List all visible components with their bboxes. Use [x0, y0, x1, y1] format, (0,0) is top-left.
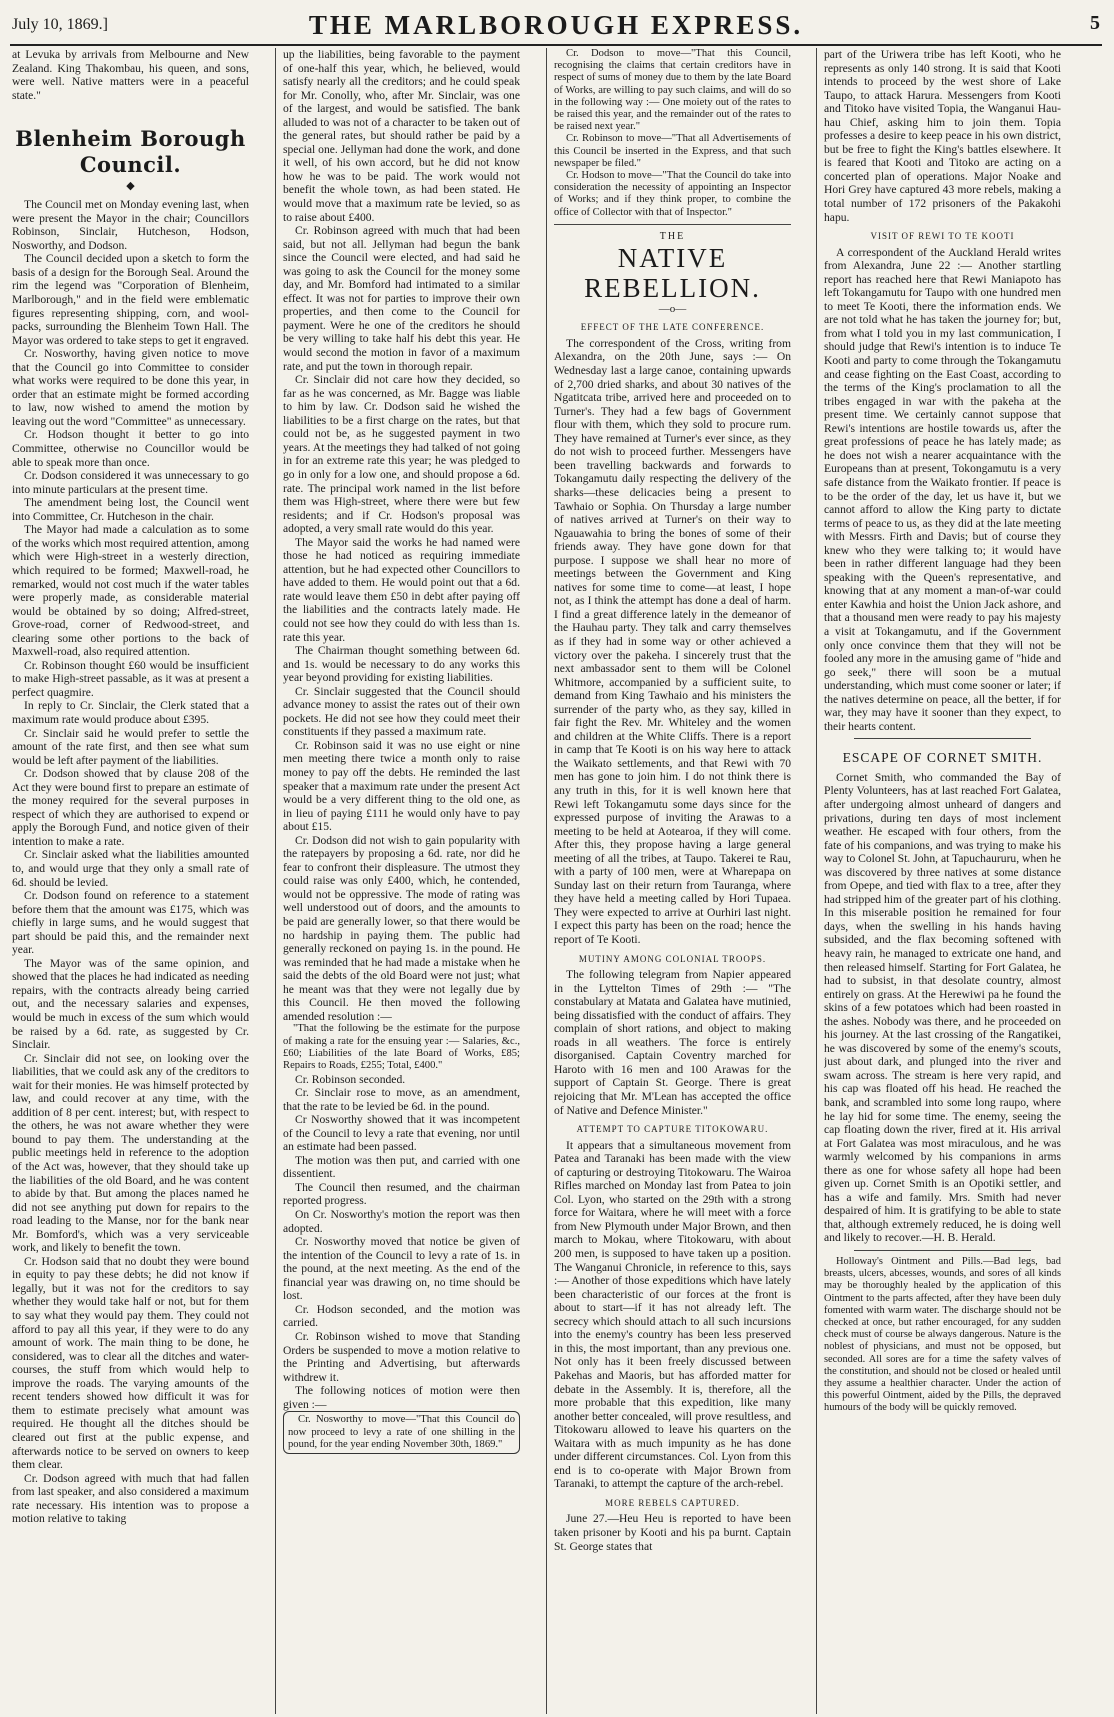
paragraph: part of the Uriwera tribe has left Kooti, who he represents as only 140 strong. It is said that Kooti intends to proceed by the west shore of Lake Taupo, to attack Harura. Messengers from Kooti and Titoko have visited Topia, the Wanganui Hau-hau Chief, asking him to join them. Topia professes a desire to keep peace in his own district, but be free to fight the King's battles elsewhere. It is feared that Kooti and Titoko are acting on a concerted plan of operations. Major Noake and Hori Grey have captured 43 more rebels, making a total number of 172 prisoners of the Pakakohi hapu.	[824, 48, 1061, 224]
paragraph: Cr. Sinclair suggested that the Council should advance money to assist the rates out of their own pockets. He did not see how they could meet their constituents if they passed a maximum rate.	[283, 684, 520, 739]
notice-of-motion: Cr. Robinson to move—"That all Advertisements of this Council be inserted in the Express, and that such newspaper be filed."	[554, 133, 791, 169]
paragraph: Cr. Robinson agreed with much that had been said, but not all. Jellyman had begun the bank since the Council were elected, and had said he was going to ask the Council for the money some day, and Mr. Bomford had intimated to a similar effect. It was not for parties to improve their own properties, and then come to the Council for payment. Were he one of the creditors he should be very willing to take half his debt this year. He would second the motion in favor of a maximum rate, and put the town in thorough repair.	[283, 224, 520, 373]
paragraph: Cr. Robinson wished to move that Standing Orders be suspended to move a motion relative to the Printing and Advertising, but afterwards withdrew it.	[283, 1329, 520, 1384]
paragraph: Cr. Dodson considered it was unnecessary to go into minute particulars at the present time.	[12, 469, 249, 496]
column-divider	[275, 48, 276, 1714]
column-divider	[546, 48, 547, 1714]
paragraph: Cr. Dodson found on reference to a statement before them that the amount was £175, which was chiefly in large sums, and he would suggest that part should be paid this, and the remainder next year.	[12, 889, 249, 957]
issue-date: July 10, 1869.]	[12, 16, 108, 33]
paragraph: On Cr. Nosworthy's motion the report was then adopted.	[283, 1208, 520, 1235]
subheading: VISIT OF REWI TO TE KOOTI	[870, 231, 1015, 242]
column-divider	[816, 48, 817, 1714]
paragraph: The following telegram from Napier appeared in the Lyttelton Times of 29th :— "The constabulary at Matata and Galatea have mutinied, being dissatisfied with the conduct of affairs. They complain of short rations, and object to making roads in all weathers. The force is entirely disorganised. Captain Coventry marched for Haroto with 16 men and 100 Arawas for the support of Captain St. George. There is great rejoicing that Mr. M'Lean has accepted the office of Native and Defence Minister."	[554, 968, 791, 1117]
paragraph: Cr. Sinclair asked what the liabilities amounted to, and would urge that they only a small rate of 6d. should be levied.	[12, 848, 249, 889]
section-rule	[554, 224, 791, 225]
paragraph: Cr. Hodson thought it better to go into Committee, otherwise no Councillor would be able to speak more than once.	[12, 428, 249, 469]
paragraph: Cr. Robinson said it was no use eight or nine men meeting there twice a month only to raise money to pay off the debts. He reminded the last speaker that a maximum rate under the present Act would be a very different thing to the old one, as in lieu of paying £111 he would only have to pay about £15.	[283, 738, 520, 834]
council-report	[12, 198, 249, 1526]
paragraph: It appears that a simultaneous movement from Patea and Taranaki has been made with the view of capturing or destroying Titokowaru. The Wairoa Rifles marched on Monday last from Patea to join Col. Lyon, who started on the 29th with a strong force for Waitara, where he will meet with a force from New Plymouth under Major Brown, and then march to Mokau, where Titokowaru, with about 200 men, is supposed to have taken up a position. The Wanganui Chronicle, in reference to this, says :— Another of those expeditions which have lately been characteristic of our forces at the front is about to start—if it has not already left. The secrecy which should attach to all such incursions into the enemy's country has been less preserved in this, the most important, than any previous one. Not only has it been freely discussed between Pakehas and Maoris, but has afforded matter for debate in the Assembly. It is, therefore, all the more probable that this expedition, like many another better concealed, will prove resultless, and Titokowaru allowed to leave his quarters on the Waitara with as much impunity as he has done under different circumstances. Col. Lyon from this end is to co-operate with Major Brown from Taranaki, to attempt the capture of the arch-rebel.	[554, 1138, 791, 1491]
paragraph: Cr. Dodson agreed with much that had fallen from last speaker, and also considered a maximum rate necessary. His intention was to propose a motion relative to taking	[12, 1471, 249, 1526]
paragraph: The Mayor was of the same opinion, and showed that the places he had indicated as needing repairs, with the contracts already being carried out, and the necessary salaries and expenses, would be much in excess of the sum which would be raised by a 6d. rate, as suggested by Cr. Sinclair.	[12, 956, 249, 1052]
section-divider: —o—	[658, 303, 687, 316]
notice-of-motion: Cr. Hodson to move—"That the Council do take into consideration the necessity of appointing an Inspector of Works; and if they think proper, to combine the office of Collector with that of Inspector."	[554, 170, 791, 218]
subheading: MUTINY AMONG COLONIAL TROOPS.	[578, 953, 767, 964]
paragraph: In reply to Cr. Sinclair, the Clerk stated that a maximum rate would produce about £395.	[12, 699, 249, 726]
paragraph: Cr Nosworthy showed that it was incompetent of the Council to levy a rate that evening, nor until an estimate had been passed.	[283, 1113, 520, 1154]
paragraph: Cr. Robinson seconded.	[295, 1072, 406, 1086]
paragraph: Cr. Dodson did not wish to gain popularity with the ratepayers by proposing a 6d. rate, nor did he fear to confront their displeasure. The utmost they could raise was only £400, which, he contended, would not be oppressive. The mode of rating was well understood out of doors, and the amounts to be paid are generally lower, so that there would be no hardship in paying them. The public had generally reckoned on paying 1s. in the pound. He was reminded that he had made a mistake when he said the debts of the old Board were not just; what he meant was that they were not legally due by this Council. He then moved the following amended resolution :—	[283, 833, 520, 1023]
paragraph: June 27.—Heu Heu is reported to have been taken prisoner by Kooti and his pa burnt. Captain St. George states that	[554, 1512, 791, 1553]
section-title: NATIVE REBELLION.	[584, 243, 761, 304]
section-title: ESCAPE OF CORNET SMITH.	[842, 750, 1043, 766]
column-2	[283, 48, 520, 1710]
paragraph: The amendment being lost, the Council went into Committee, Cr. Hutcheson in the chair.	[12, 496, 249, 523]
paragraph: up the liabilities, being favorable to the payment of one-half this year, which, he believed, would satisfy nearly all the creditors; and he could speak for Mr. Conolly, who, after Mr. Sinclair, was one of the largest, and would be satisfied. The bank alluded to was not of a character to be taken out of the general rates, but should rather be paid by a special one. Jellyman had done the work, and done it well, of his own accord, but he did not know how he was to be paid. The work would not benefit the whole town, as had been stated. He would move that a maximum rate be levied, so as to raise about £400.	[283, 48, 520, 224]
paragraph: The following notices of motion were then given :—	[283, 1384, 520, 1411]
paragraph: The Mayor said the works he had named were those he had noticed as requiring immediate attention, but he had expected other Councillors to have added to them. He would point out that a 6d. rate would leave them £50 in debt after paying off the liabilities and the contracts lately made. He could not see how they could do with less than 1s. rate this year.	[283, 535, 520, 644]
paragraph: Cr. Dodson showed that by clause 208 of the Act they were bound first to prepare an estimate of the money required for the several purposes in respect of which they are authorised to expend or apply the Borough Fund, and notice given of their intention to make a rate.	[12, 767, 249, 848]
paragraph: Cr. Sinclair rose to move, as an amendment, that the rate to be levied be 6d. in the pound.	[283, 1086, 520, 1113]
ornament-divider: ◆	[126, 180, 135, 193]
boxed-notice: Cr. Nosworthy to move—"That this Council do now proceed to levy a rate of one shilling in the pound, for the year ending November 30th, 1869."	[283, 1411, 520, 1454]
notice-of-motion: Cr. Dodson to move—"That this Council, recognising the claims that certain creditors have in respect of sums of money due to them by the late Board of Works, are willing to pay such claims, and will do so in the following way :— One moiety out of the rates to be raised this year, and the remainder out of the rates to be raised next year."	[554, 48, 791, 133]
newspaper-title: THE MARLBOROUGH EXPRESS.	[308, 10, 804, 40]
page-number: 5	[1090, 12, 1100, 34]
paragraph: The motion was then put, and carried with one dissentient.	[283, 1153, 520, 1181]
masthead	[10, 4, 1102, 46]
subheading: EFFECT OF THE LATE CONFERENCE.	[580, 322, 765, 333]
section-rule	[854, 738, 1031, 739]
resolution-quote: "That the following be the estimate for the purpose of making a rate for the ensuing year :— Salaries, &c., £60; Liabilities of the late Board of Works, £85; Repairs to Roads, £255; Total, £400."	[283, 1023, 520, 1072]
paragraph: Cr. Hodson seconded, and the motion was carried.	[283, 1302, 520, 1330]
column-1	[12, 48, 249, 1710]
council-heading: Blenheim Borough Council.	[15, 126, 246, 178]
paragraph: Cr. Hodson said that no doubt they were bound in equity to pay these debts; he did not know if legally, but it was not for the creditors to say whether they would take half or not, but for them to say what they would pay them. They could not afford to pay all this year, if they were to do any amount of work. The main thing to be done, he considered, was to clear all the ditches and water-courses, the stuff from which would help to improve the roads. The varying amounts of the recent tenders showed how difficult it was for them to estimate precisely what amount was required. He thought all the ditches should be cleared out first at the public expense, and afterwards notice to be served on owners to keep them clear.	[12, 1254, 249, 1472]
paragraph: The Council then resumed, and the chairman reported progress.	[283, 1180, 520, 1208]
subheading: ATTEMPT TO CAPTURE TITOKOWARU.	[576, 1124, 769, 1135]
paragraph: The Mayor had made a calculation as to some of the works which most required attention, among which were High-street in a westerly direction, which required to be formed; Maxwell-road, he remarked, would not cost much if the water tables were properly made, as considerable material would be obtained by so doing; Alfred-street, Grove-road, corner of Redwood-street, and clearing some other portions to the back of Maxwell-road, also required attention.	[12, 523, 249, 659]
paragraph: Cr. Sinclair did not care how they decided, so far as he was concerned, as Mr. Bagge was liable to him by law. Cr. Dodson said he wished the liabilities to be a first charge on the rates, but that could not be, as he suggested payment in two years. At the meetings they had talked of not going in for an extreme rate this year; he was pledged to go in only for a low one, and should propose a 6d. rate. The principal work named in the list before them was High-street, where there were but few residents; and if Cr. Hodson's proposal was adopted, a very small rate would do this year.	[283, 373, 520, 536]
paragraph: The Council met on Monday evening last, when were present the Mayor in the chair; Councillors Robinson, Sinclair, Hutcheson, Hodson, Nosworthy, and Dodson.	[12, 198, 249, 252]
paragraph: The Chairman thought something between 6d. and 1s. would be necessary to do any works this year beyond providing for existing liabilities.	[283, 644, 520, 685]
lead-paragraph: at Levuka by arrivals from Melbourne and New Zealand. King Thakombau, his queen, and sons, were well. Native matters were in a peaceful state."	[12, 48, 249, 102]
paragraph: Cr. Nosworthy, having given notice to move that the Council go into Committee to consider what works were required to be done this year, in order that an estimate might be formed according to law, now wished to amend the motion by leaving out the word "Committee" as unnecessary.	[12, 347, 249, 428]
paragraph: Cr. Robinson thought £60 would be insufficient to make High-street passable, as it was at present a perfect quagmire.	[12, 658, 249, 699]
column-3	[554, 48, 791, 1710]
paragraph: The Council decided upon a sketch to form the basis of a design for the Borough Seal. Around the rim the legend was "Corporation of Blenheim, Marlborough," and in the field were emblematic figures representing shipping, corn, and wool-packs, surrounding the Blenheim Town Hall. The Mayor was ordered to take steps to get it engraved.	[12, 252, 249, 347]
paragraph: A correspondent of the Auckland Herald writes from Alexandra, June 22 :— Another startling report has reached here that Rewi Maniapoto has left Tokangamutu for Taupo with one hundred men to meet Te Kooti, there the information ends. We are not told what he has taken the journey for; but, from what I told you in my last communication, I should judge that Rewi's intention is to induce Te Kooti and party to come through the Tokangamutu and cease fighting on the East Coast, according to the terms of the King's proclamation to all the tribes engaged in war with the pakeha at the present time. We certainly cannot suppose that Rewi's intentions are hostile towards us, after the great professions of peace he has lately made; as he does not wish a nearer acquaintance with the Europeans than at present, Tokongamutu is a very safe distance from the Waikato frontier. If peace is to be the order of the day, let us have it, but we cannot afford to allow the King party to dictate terms of peace to us, as they did at the late meeting with Messrs. Firth and Davis; but of course they knew who they were talking to; it would have been in rather different language had they been speaking with the Queen's representative, and knowing that at any moment a man-of-war could enter Kawhia and hoist the Union Jack ashore, and that a thousand men were ready to pay his majesty a visit at Tokangamutu, and if the Government only once convince them that they will not be fooled any more in the amusing game of "hide and go seek," there will soon be a mutual understanding, which must come sooner or later; if the natives determine on peace, all the better, if for war, they may have it sooner than they expect, to their hearts content.	[824, 245, 1061, 733]
paragraph: The correspondent of the Cross, writing from Alexandra, on the 20th June, says :— On Wednesday last a large canoe, containing upwards of 2,700 dried sharks, and about 30 natives of the Ngatitcata tribe, arrived here and proceeded on to Turner's. They had a few bags of Government flour with them, which they sold to procure rum. They have remained at Turner's ever since, as they do not wish to proceed further. Messengers have been travelling backwards and forwards to Tokangamutu daily respecting the delivery of the sharks—these delicacies being a present to Tawhaio or Sophia. On Thursday a large number of natives arrived at Turner's on their way to Ngauawahia to bring the bones of some of their friends away. They have gone down for that purpose. I suppose we shall hear no more of meetings between the Government and King natives for some time to come—at least, I hope not, as I think the attempt has done a deal of harm. I find a great difference lately in the demeanor of the Hauhau party. They talk and carry themselves as if they had in some way or other achieved a victory over the pakeha. I sincerely trust that the next ambassador sent to them will be Colonel Whitmore, accompanied by a sufficient suite, to demand from King Tawhaio and his ministers the surrender of the party who, as they say, killed in fair fight the Rev. Mr. Whiteley and the women and children at the White Cliffs. There is a report in camp that Te Kooti is on his way here to attack the Waikato settlements, and that Rewi with 70 men has gone to join him. I do not think there is any truth in this, for it is well known here that Rewi left Tokangamutu some days since for the expressed purpose of inviting the Arawas to a meeting to be held at Aotearoa, if they will come. After this, they propose having a large general meeting of all the tribes, at Taupo. Takerei te Rau, with a party of 100 men, were at Wharepapa on Sunday last on their return from Tauranga, where they have held a meeting called by Hori Tupaea. They were expected to arrive at Ourhiri last night. I expect this party has been on the road; hence the report of Te Kooti.	[554, 336, 791, 946]
column-4	[824, 48, 1061, 1710]
section-rule	[854, 1250, 1031, 1251]
subheading: MORE REBELS CAPTURED.	[605, 1497, 740, 1508]
paragraph: Cr. Sinclair said he would prefer to settle the amount of the rate first, and then see what sum would be left after payment of the liabilities.	[12, 726, 249, 767]
advertisement: Holloway's Ointment and Pills.—Bad legs, bad breasts, ulcers, abcesses, wounds, and sores of all kinds may be thoroughly healed by the application of this Ointment to the parts affected, after they have been duly fomented with warm water. The discharge should not be checked at once, but rather encouraged, for any sudden check must of course be always dangerous. Nature is the noblest of physicians, and must not be opposed, but seconded. All sores are for a time the safety valves of the constitution, and should not be closed or healed until they assume a healthier character. Under the action of this powerful Ointment, aided by the Pills, the depraved humours of the body will be quickly removed.	[824, 1256, 1061, 1414]
paragraph: Cr. Sinclair did not see, on looking over the liabilities, that we could ask any of the creditors to wait for their monies. He was himself protected by law, and could recover at any time, with the addition of 8 per cent. interest; but, with respect to the others, he was not aware whether they were bound to pay them. The understanding at the public meetings held in reference to the adoption of the Act was, however, that they should take up the liabilities of the old Board, and he was content to abide by that. But among the places named he did not see anything put down for repairs to the road leading to the Manse, nor for the bank near Mr. Bomford's, which was a very serviceable work, and likely to benefit the town.	[12, 1051, 249, 1255]
section-prefix: THE	[659, 230, 686, 242]
paragraph: Cr. Nosworthy moved that notice be given of the intention of the Council to levy a rate of 1s. in the pound, at the next meeting. As the end of the financial year was drawing on, no time should be lost.	[283, 1235, 520, 1303]
paragraph: Cornet Smith, who commanded the Bay of Plenty Volunteers, has at last reached Fort Galatea, after undergoing almost unheard of dangers and privations, during ten days of most inclement weather. He escaped with four others, from the fate of his companions, and was trying to make his way to Colonel St. John, at Tapuchaururu, when he was discovered by three natives at some distance from Opepe, and tied with flax to a tree, after they had stripped him of the greater part of his clothing. In this miserable position he remained for four days, when the swelling in his hands having subsided, and the flax becoming softened with heavy rain, he managed to extricate one hand, and then released himself. Starting for Fort Galatea, he had to subsist, in that desolate country, almost entirely on grass. At the Herewiwi pa he found the skins of a few potatoes which had been roasted in the ashes. Nobody was there, and he proceeded on his journey. At the last crossing of the Rangatikei, he was discovered by some of the enemy's scouts, just about dark, and plunged into the river and swam across. The stream is here very rapid, and his cap was floated off his head. He reached the bank, and scrambled into some long raupo, where he lay hid for some time. The enemy, seeing the cap floating down the river, fired at it. His arrival at Fort Galatea was most miraculous, and he was warmly welcomed by his companions in arms there as one for whose safety all hope had been given up. Cornet Smith is an Opotiki settler, and has a wife and family. Mrs. Smith had never despaired of him. It is gratifying to be able to state that, although extremely reduced, he is doing well and likely to recover.—H. B. Herald.	[824, 770, 1061, 1245]
